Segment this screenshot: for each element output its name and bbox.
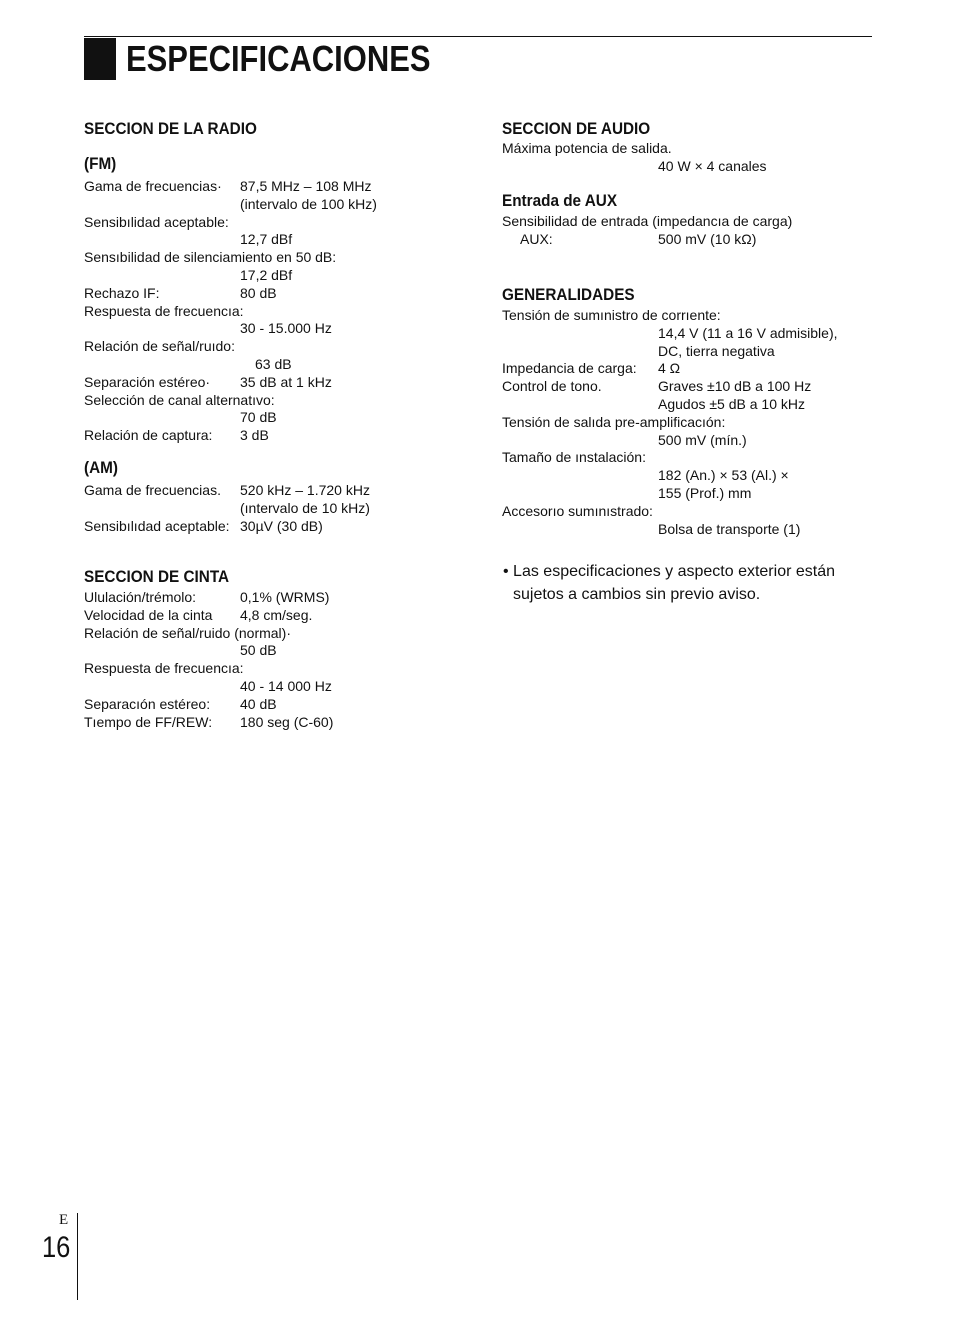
audio-section-heading: SECCION DE AUDIO xyxy=(502,119,651,138)
aux-heading: Entrada de AUX xyxy=(502,191,618,210)
aux-spec-label: AUX: xyxy=(520,230,553,247)
am-spec-value: 30µV (30 dB) xyxy=(240,517,323,534)
general-spec-label: Impedancia de carga: xyxy=(502,360,637,377)
title-marker-block xyxy=(84,38,116,80)
general-spec-label: Tensión de sumınistro de corrıente: xyxy=(502,307,721,323)
general-spec-value: DC, tierra negativa xyxy=(658,342,775,359)
cassette-spec-value: 40 - 14 000 Hz xyxy=(240,678,332,694)
fm-spec-label: Sensibılidad aceptable: xyxy=(84,213,229,230)
audio-spec-value: 40 W × 4 canales xyxy=(658,157,767,174)
fm-spec-label: Relación de captura: xyxy=(84,427,213,444)
cassette-spec-value: 180 seg (C-60) xyxy=(240,713,334,730)
general-spec-value: Graves ±10 dB a 100 Hz xyxy=(658,378,812,395)
page-title: ESPECIFICACIONES xyxy=(126,38,431,79)
radio-section-heading: SECCION DE LA RADIO xyxy=(84,119,257,138)
disclaimer-note-line-2: sujetos a cambios sin previo aviso. xyxy=(513,586,761,603)
cassette-spec-label: Velocidad de la cinta xyxy=(84,606,213,623)
disclaimer-note-line-1: • Las especificaciones y aspecto exterior están xyxy=(503,563,835,580)
aux-spec-value: 500 mV (10 kΩ) xyxy=(658,230,757,247)
fm-spec-value: 12,7 dBf xyxy=(240,231,293,248)
general-spec-value: Bolsa de transporte (1) xyxy=(658,520,801,537)
cassette-spec-value: 50 dB xyxy=(240,642,277,659)
fm-spec-value: 87,5 MHz – 108 MHz xyxy=(240,178,372,194)
general-spec-value: 155 (Prof.) mm xyxy=(658,485,752,501)
fm-spec-label: Gama de frecuencias· xyxy=(84,178,222,194)
fm-spec-value: 17,2 dBf xyxy=(240,267,293,283)
fm-spec-label: Separación estéreo· xyxy=(84,373,211,390)
fm-spec-value: 3 dB xyxy=(240,427,269,444)
fm-spec-value: 63 dB xyxy=(255,356,292,372)
cassette-spec-value: 4,8 cm/seg. xyxy=(240,606,313,623)
cassette-spec-label: Tıempo de FF/REW: xyxy=(84,713,213,730)
fm-spec-value: 35 dB at 1 kHz xyxy=(240,373,332,390)
general-section-heading: GENERALIDADES xyxy=(502,285,635,304)
fm-spec-label: Relación de señal/ruıdo: xyxy=(84,338,235,355)
cassette-spec-value: 40 dB xyxy=(240,695,277,712)
fm-spec-value: 70 dB xyxy=(240,409,277,426)
fm-spec-value: 80 dB xyxy=(240,284,277,301)
am-spec-value: (ıntervalo de 10 kHz) xyxy=(240,499,370,516)
am-heading: (AM) xyxy=(84,458,118,477)
fm-spec-label: Rechazo IF: xyxy=(84,284,160,301)
am-spec-label: Gama de frecuencias. xyxy=(84,482,221,498)
cassette-spec-value: 0,1% (WRMS) xyxy=(240,589,330,605)
fm-spec-label: Sensıbilidad de silenciamiento en 50 dB: xyxy=(84,249,337,266)
footer-margin-rule xyxy=(77,1213,78,1300)
general-spec-label: Tensión de salıda pre-amplificacıón: xyxy=(502,413,726,430)
am-spec-value: 520 kHz – 1.720 kHz xyxy=(240,482,370,498)
cassette-section-heading: SECCION DE CINTA xyxy=(84,567,230,586)
general-spec-label: Control de tono. xyxy=(502,378,602,395)
am-spec-label: Sensibılıdad aceptable: xyxy=(84,517,230,534)
fm-spec-value: 30 - 15.000 Hz xyxy=(240,320,332,337)
cassette-spec-label: Relación de señal/ruido (normal)· xyxy=(84,624,291,641)
header-rule xyxy=(84,36,872,37)
general-spec-value: 4 Ω xyxy=(658,360,681,377)
fm-spec-label: Respuesta de frecuencıa: xyxy=(84,302,244,319)
general-spec-value: Agudos ±5 dB a 10 kHz xyxy=(658,396,805,412)
language-code: E xyxy=(59,1212,69,1228)
cassette-spec-label: Ululación/trémolo: xyxy=(84,589,197,605)
general-spec-value: 14,4 V (11 a 16 V admisible), xyxy=(658,324,838,341)
general-spec-label: Accesorıo sumınıstrado: xyxy=(502,502,653,519)
audio-spec-label: Máxima potencia de salida. xyxy=(502,140,672,156)
cassette-spec-label: Respuesta de frecuencıa: xyxy=(84,660,244,677)
aux-spec-label: Sensibilidad de entrada (impedancıa de carga) xyxy=(502,213,793,229)
general-spec-value: 500 mV (mín.) xyxy=(658,431,747,448)
fm-heading: (FM) xyxy=(84,154,117,173)
cassette-spec-label: Separacıón estéreo: xyxy=(84,695,211,712)
general-spec-label: Tamaño de ınstalación: xyxy=(502,449,646,466)
fm-spec-value: (intervalo de 100 kHz) xyxy=(240,195,377,212)
fm-spec-label: Selección de canal alternatıvo: xyxy=(84,391,275,408)
general-spec-value: 182 (An.) × 53 (Al.) × xyxy=(658,467,789,484)
page-number: 16 xyxy=(42,1231,71,1264)
